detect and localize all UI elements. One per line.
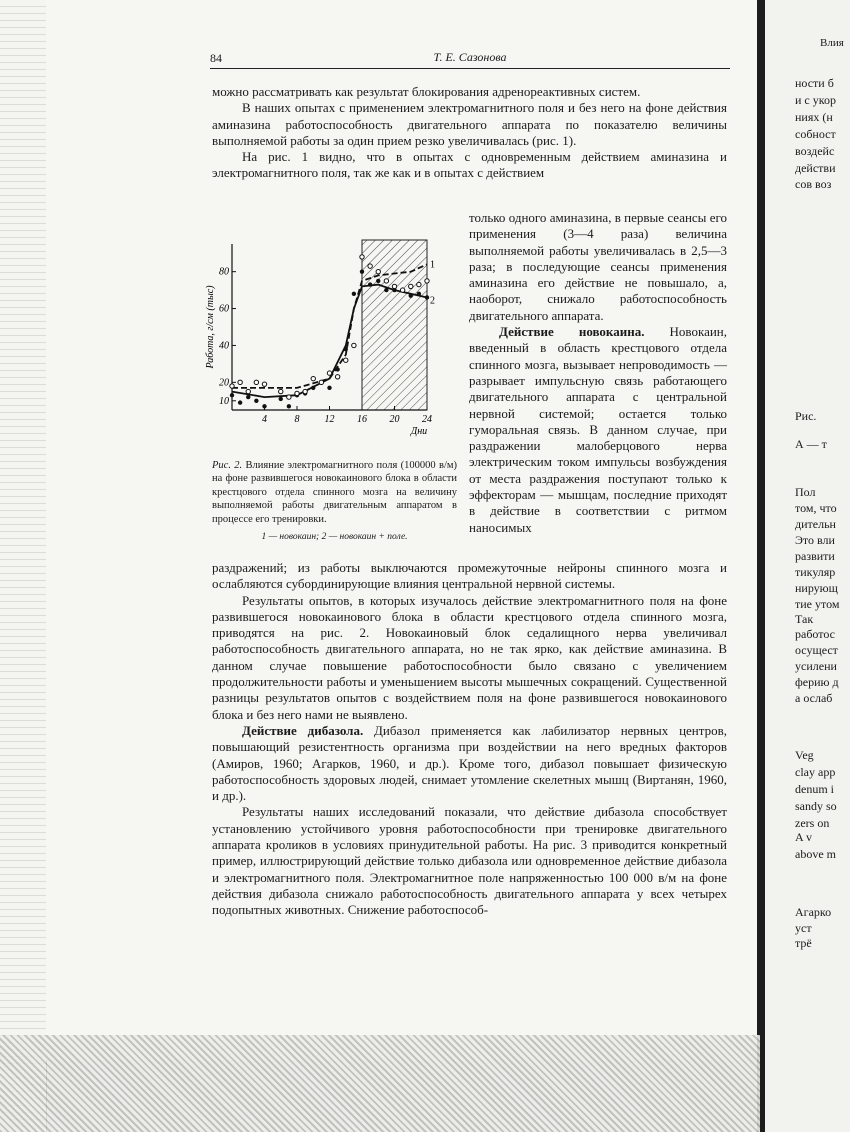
series-2-point xyxy=(360,255,364,259)
series-2-point xyxy=(417,282,421,286)
body-text-top xyxy=(212,84,727,182)
y-axis-label: Работа, г/см (тыс) xyxy=(205,285,216,369)
series-1-point xyxy=(254,399,258,403)
series-1-point xyxy=(409,293,413,297)
series-1-point xyxy=(376,279,380,283)
series-1-point xyxy=(246,395,250,399)
series-2-point xyxy=(344,358,348,362)
series-2-point xyxy=(303,389,307,393)
figure-2-chart xyxy=(205,232,455,450)
series-2-point xyxy=(319,380,323,384)
right-page-line: уст xyxy=(795,921,812,935)
section-heading-novocaine: Действие новокаина. xyxy=(499,324,645,340)
chart-svg xyxy=(205,232,455,450)
paragraph: Результаты опытов, в которых изучалось действие электромагнитного поля на фоне развившегося новокаинового блока в области крестцового отдела спинного мозга, приводятся на рис. 2. Новокаиновый блок седалищного нерва увеличивал работоспособность двигательного аппарата, но не так ярко, как действие аминазина. В данном случае повышение работоспособности было связано с увеличением продолжительности работы и уменьшением высоты мышечных сокращений. Существенной разницы результатов опытов с воздействием поля на фоне развившегося новокаинового блока и без него нами не выявлено. xyxy=(212,592,727,722)
right-page-line: действи xyxy=(795,161,836,175)
right-page-line: трё xyxy=(795,936,812,950)
right-page-line: zers on xyxy=(795,816,830,830)
y-tick-label: 20 xyxy=(219,377,229,389)
right-page-line: A v xyxy=(795,830,813,844)
series-1-point xyxy=(344,347,348,351)
right-page-line: осущест xyxy=(795,643,838,657)
series-2-point xyxy=(279,389,283,393)
x-tick-label: 16 xyxy=(357,414,367,425)
paragraph-text: Новокаин, введенный в область крестцового отдела спинного мозга, вызывает непроводимость — разрывает импульсную связь работающего двигательного аппарата с центральной нервной системой; остается только гуморальная связь. В данном случае, при раздражении малоберцового нерва электрическим током импульсы возбуждения от места раздражения поступают только к эффекторам — мышцам, последние приходят в действие в соответствии с ритмом наносимых xyxy=(469,324,728,535)
section-heading-dibazol: Действие дибазола. xyxy=(242,722,364,738)
right-page-line: Так xyxy=(795,612,814,626)
right-page-line: и с укор xyxy=(795,93,836,107)
paragraph: только одного аминазина, в первые сеансы его применения (3—4 раза) величина выполняемой работы увеличивалась в 2,5—3 раза; в последующие сеансы применения аминазина его действие не повышало, а, наоборот, снижало работоспособность двигательного аппарата. xyxy=(469,210,727,323)
series-1-point xyxy=(360,269,364,273)
right-page-line: а ослаб xyxy=(795,691,833,705)
series-1-point xyxy=(238,400,242,404)
right-page-line: ферию д xyxy=(795,675,839,689)
series-2-point xyxy=(262,382,266,386)
right-page-line: above m xyxy=(795,847,836,861)
right-page-line: denum i xyxy=(795,782,834,796)
series-2-point xyxy=(376,269,380,273)
right-page-line: дительн xyxy=(795,517,836,531)
series-label: 2 xyxy=(430,295,435,307)
paragraph: Результаты наших исследований показали, что действие дибазола способствует установлению устойчивого уровня работоспособности при тренировке двигательного аппарата кроликов в условиях принудительной работы. На рис. 3 приводится конкретный пример, иллюстрирующий действие только дибазола или одновременное действие дибазола и электромагнитного поля. Электромагнитное поле напряженностью 100 000 в/м на фоне действия дибазола снижало работоспособность двигательного аппарата у всех четырех подопытных животных. Снижение работоспособ- xyxy=(212,804,727,918)
series-1-point xyxy=(230,393,234,397)
series-1-point xyxy=(327,386,331,390)
series-2-point xyxy=(392,284,396,288)
y-tick-label: 80 xyxy=(219,266,229,278)
right-page-line: усилени xyxy=(795,659,837,673)
series-2-point xyxy=(230,384,234,388)
series-2-point xyxy=(409,284,413,288)
series-1-point xyxy=(368,282,372,286)
right-page-line: развити xyxy=(795,549,835,563)
series-2-point xyxy=(368,264,372,268)
right-page-line: нирующ xyxy=(795,581,838,595)
series-1-point xyxy=(287,404,291,408)
right-page-fragment xyxy=(765,0,850,1132)
right-page-line: Пол xyxy=(795,485,816,499)
right-page-line: Это вли xyxy=(795,533,835,547)
x-tick-label: 12 xyxy=(324,414,335,425)
right-page-line: ности б xyxy=(795,76,834,90)
right-page-line: Агарко xyxy=(795,905,832,919)
right-page-line: работос xyxy=(795,627,835,641)
scan-noise xyxy=(0,1035,760,1132)
book-binding-edge xyxy=(0,0,47,1132)
series-2-point xyxy=(327,371,331,375)
page-number: 84 xyxy=(210,51,222,65)
series-2-point xyxy=(254,380,258,384)
caption-label: Рис. 2. xyxy=(212,460,243,471)
series-1-point xyxy=(384,288,388,292)
y-tick-label: 40 xyxy=(219,340,229,352)
right-page-line: сов воз xyxy=(795,177,832,191)
paragraph-dibazol xyxy=(212,723,727,804)
right-page-line: Влия xyxy=(820,37,844,49)
right-page-line: Рис. xyxy=(795,409,817,423)
paragraph: На рис. 1 видно, что в опытах с одновременным действием аминазина и электромагнитного поля, так же как и в опытах с действием xyxy=(212,149,727,181)
paragraph: В наших опытах с применением электромагнитного поля и без него на фоне действия аминазина работоспособность двигательного аппарата по показателю величины выполняемой работы за один прием резко увеличивалась (рис. 1). xyxy=(212,100,727,148)
body-text-lower xyxy=(212,560,727,919)
series-2-point xyxy=(425,279,429,283)
right-page-line: том, что xyxy=(795,501,837,515)
series-2-point xyxy=(384,279,388,283)
series-2-point xyxy=(335,375,339,379)
series-2-point xyxy=(400,288,404,292)
figure-legend: 1 — новокаин; 2 — новокаин + поле. xyxy=(261,532,408,542)
series-1-point xyxy=(417,292,421,296)
right-page-line: А — т xyxy=(795,437,827,451)
y-tick-label: 10 xyxy=(219,395,229,407)
x-tick-label: 4 xyxy=(262,414,267,425)
series-1-point xyxy=(425,295,429,299)
right-page-line: Veg xyxy=(795,748,814,762)
page-gutter xyxy=(757,0,765,1132)
body-text-side-column xyxy=(469,210,727,536)
x-tick-label: 24 xyxy=(422,414,432,425)
paragraph: раздражений; из работы выключаются промежуточные нейроны спинного мозга и ослабляются субординирующие влияния центральной нервной системы. xyxy=(212,560,727,592)
right-page-line: тие утом xyxy=(795,597,840,611)
paragraph-text: Дибазол применяется как лабилизатор нервных центров, повышающий резистентность организма при воздействии на него вредных факторов (Амиров, 1960; Агарков, 1960, и др.). Кроме того, дибазол повышает физическую работоспособность здоровых людей, снимает утомление скелетных мышц (Виртанян, 1960, и др.). xyxy=(212,722,727,804)
x-tick-label: 20 xyxy=(389,414,400,425)
right-page-line: sandy so xyxy=(795,799,837,813)
series-1-point xyxy=(279,397,283,401)
paragraph: можно рассматривать как результат блокирования адренореактивных систем. xyxy=(212,84,641,99)
series-label: 1 xyxy=(430,259,435,271)
series-2-point xyxy=(311,376,315,380)
series-2-point xyxy=(295,391,299,395)
paragraph-novocaine xyxy=(469,324,727,536)
right-page-line: воздейс xyxy=(795,144,835,158)
x-axis-label: Дни xyxy=(410,426,428,437)
right-page-line: собност xyxy=(795,127,836,141)
series-2-point xyxy=(287,395,291,399)
caption-text: Влияние электромагнитного поля (100000 в/м) на фоне развившегося новокаинового блока в области крестцового отдела спинного мозга на величину выполняемой работы двигательным аппаратом в процессе его тренировки. xyxy=(212,460,458,525)
right-page-line: ниях (н xyxy=(795,110,833,124)
series-1-point xyxy=(262,404,266,408)
series-1-point xyxy=(311,386,315,390)
right-page-line: clay app xyxy=(795,765,836,779)
right-page-line: тикуляр xyxy=(795,565,836,579)
series-2-point xyxy=(352,343,356,347)
x-tick-label: 8 xyxy=(294,414,300,425)
series-2-point xyxy=(246,389,250,393)
page-header xyxy=(210,50,730,69)
running-title: Т. Е. Сазонова xyxy=(433,50,507,64)
series-1-point xyxy=(335,367,339,371)
y-tick-label: 60 xyxy=(219,303,229,315)
figure-caption xyxy=(212,459,457,526)
series-2-point xyxy=(238,380,242,384)
series-1-point xyxy=(352,292,356,296)
